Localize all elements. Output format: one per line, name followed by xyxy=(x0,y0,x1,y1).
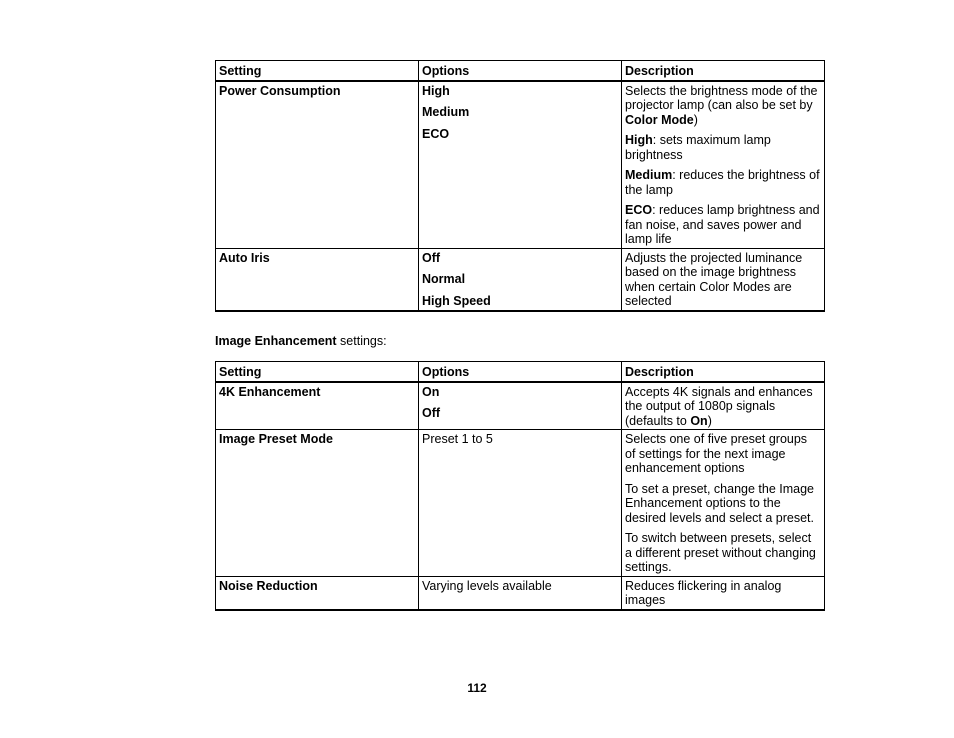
description-paragraph: To switch between presets, select a different preset without changing settings. xyxy=(625,531,816,574)
option-value: Off xyxy=(422,250,441,265)
table-row xyxy=(216,81,825,249)
table-header-row xyxy=(216,362,825,382)
description-cell xyxy=(622,430,825,577)
setting-name: Noise Reduction xyxy=(216,576,419,610)
description-paragraph: Medium: reduces the brightness of the lamp xyxy=(625,168,820,197)
options-cell xyxy=(419,430,622,577)
description-cell xyxy=(622,382,825,430)
table-row xyxy=(216,382,825,430)
option-value: On xyxy=(422,384,440,399)
option-value: Normal xyxy=(422,272,466,286)
options-cell xyxy=(419,248,622,311)
column-header-setting: Setting xyxy=(216,61,419,81)
section-intro-text: settings: xyxy=(336,334,387,348)
options-cell xyxy=(419,81,622,249)
power-settings-table xyxy=(215,60,825,312)
table-row xyxy=(216,430,825,577)
description-paragraph: Accepts 4K signals and enhances the output of 1080p signals (defaults to On) xyxy=(625,384,813,428)
column-header-setting: Setting xyxy=(216,362,419,382)
section-intro xyxy=(215,334,387,348)
option-value: Varying levels available xyxy=(422,578,552,593)
option-value: ECO xyxy=(422,126,450,141)
description-cell xyxy=(622,576,825,610)
description-paragraph: Selects one of five preset groups of settings for the next image enhancement options xyxy=(625,432,808,475)
options-cell xyxy=(419,382,622,430)
section-intro-bold: Image Enhancement xyxy=(215,334,337,348)
description-paragraph: ECO: reduces lamp brightness and fan noise, and saves power and lamp life xyxy=(625,203,820,246)
column-header-description: Description xyxy=(622,61,825,81)
description-paragraph: To set a preset, change the Image Enhancement options to the desired levels and select a preset. xyxy=(625,481,815,525)
setting-name: Image Preset Mode xyxy=(216,430,419,577)
page-number: 112 xyxy=(467,681,487,695)
description-paragraph: Selects the brightness mode of the projector lamp (can also be set by Color Mode) xyxy=(625,83,818,127)
option-value: Preset 1 to 5 xyxy=(422,432,493,446)
description-paragraph: High: sets maximum lamp brightness xyxy=(625,133,771,162)
options-cell xyxy=(419,576,622,610)
column-header-description: Description xyxy=(622,362,825,382)
setting-name: 4K Enhancement xyxy=(216,382,419,430)
table-header-row xyxy=(216,61,825,81)
table-row xyxy=(216,248,825,311)
option-value: High Speed xyxy=(422,293,491,308)
option-value: Medium xyxy=(422,105,470,119)
description-cell xyxy=(622,81,825,249)
column-header-options: Options xyxy=(419,362,622,382)
table-row xyxy=(216,576,825,610)
column-header-options: Options xyxy=(419,61,622,81)
image-enhancement-table xyxy=(215,361,825,611)
description-cell xyxy=(622,248,825,311)
option-value: Off xyxy=(422,406,441,420)
description-paragraph: Adjusts the projected luminance based on the image brightness when certain Color Modes are selected xyxy=(625,250,803,308)
setting-name: Auto Iris xyxy=(216,248,419,311)
setting-name: Power Consumption xyxy=(216,81,419,249)
option-value: High xyxy=(422,83,450,98)
description-paragraph: Reduces flickering in analog images xyxy=(625,578,782,607)
